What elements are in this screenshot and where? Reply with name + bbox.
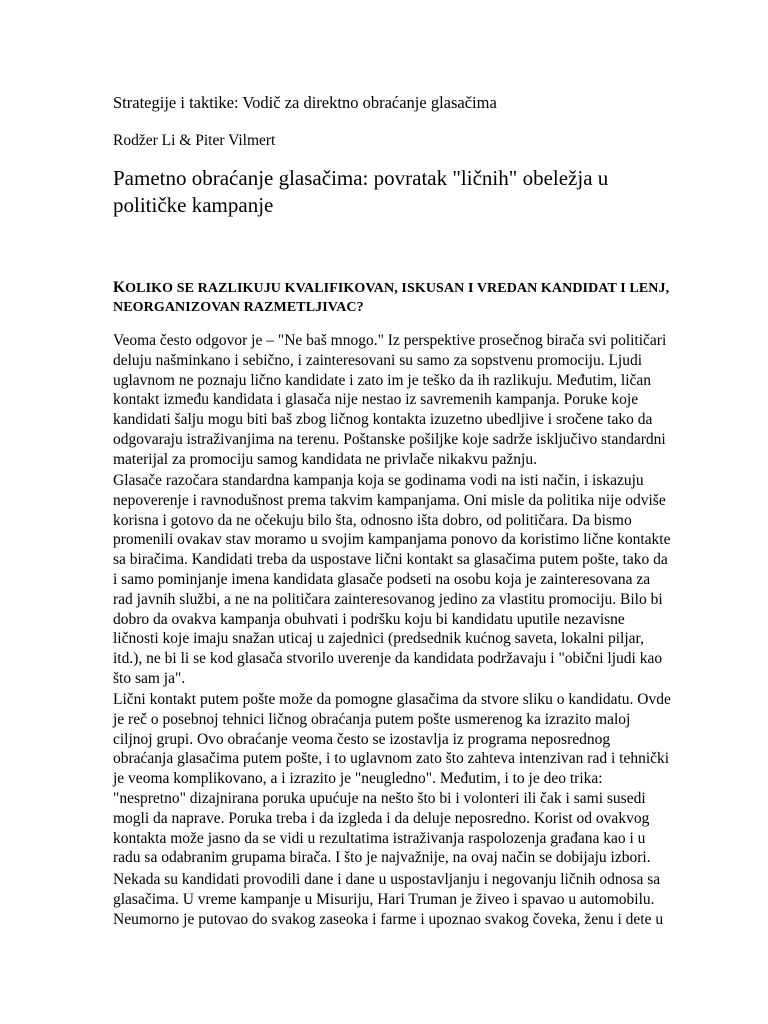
authors: Rodžer Li & Piter Vilmert (113, 132, 276, 149)
paragraph-line: odgovaraju istraživanjima na terenu. Poštanske pošiljke koje sadrže isključivo standardni (113, 430, 666, 448)
paragraph-line: deluju našminkano i sebično, i zainteresovani su samo za sopstvenu promociju. Ljudi (113, 351, 643, 369)
paragraph-line: rad javnih službi, a ne na političara zainteresovanog jedino za vlastitu promociju. Bilo bi (113, 590, 663, 608)
paragraph-line: Nekada su kandidati provodili dane i dane u uspostavljanju i negovanju ličnih odnosa sa (113, 871, 661, 888)
paragraph-line: Glasače razočara standardna kampanja koja se godinama vodi na isti način, i iskazuju (113, 472, 644, 489)
paragraph-line: dobro da ovakva kampanja obuhvati i podršku koju bi kandidatu uputile nezavisne (113, 610, 625, 628)
paragraph-line: i samo pominjanje imena kandidata glasače podseti na osobu koja je zainteresovana za (113, 570, 651, 588)
paragraph-line: obraćanja glasačima putem pošte, i to uglavnom zato što zahteva intenzivan rad i tehnički (113, 750, 670, 768)
paragraph-line: nepoverenje i ravnodušnost prema takvim kampanjama. Oni misle da politika nije odviše (113, 491, 666, 509)
paragraph-line: Neumorno je putovao do svakog zaseoka i farme i upoznao svakog čoveka, ženu i dete u (113, 910, 664, 928)
paragraph-line: uglavnom ne poznaju lično kandidate i zato im je teško da ih razlikuju. Međutim, ličan (113, 371, 652, 389)
paragraph-line: ličnosti koje imaju snažan uticaj u zajednici (predsednik kućnog saveta, lokalni piljar, (113, 630, 644, 648)
paragraph-line: mogli da naprave. Poruka treba i da izgleda i da deluje neposredno. Korist od ovakvog (113, 809, 650, 827)
document-title: Strategije i taktike: Vodič za direktno obraćanje glasačima (113, 93, 497, 112)
paragraph-line: kandidati šalju mogu biti baš zbog ličnog kontakta izuzetno ubedljive i sročene tako da (113, 411, 653, 429)
article-title: Pametno obraćanje glasačima: povratak "ličnih" obeležja u političke kampanje (113, 166, 609, 217)
section-heading (113, 278, 673, 317)
paragraph-line: "nespretno" dizajnirana poruka upućuje na nešto što bi i volonteri ili čak i sami susedi (113, 789, 646, 807)
paragraph-line: Veoma često odgovor je – "Ne baš mnogo." Iz perspektive prosečnog birača svi političari (113, 332, 667, 349)
paragraph-line: je veoma komplikovano, a i izrazito je "neugledno". Međutim, i to je deo trika: (113, 770, 603, 788)
paragraph-line: korisna i gotovo da ne očekuju bilo šta, odnosno išta dobro, od političara. Da bismo (113, 511, 632, 529)
paragraph-line: itd.), ne bi li se kod glasača stvorilo uverenje da kandidata podržavaju i "obični ljudi kao (113, 650, 663, 668)
paragraph-1 (113, 331, 693, 470)
paragraph-2 (113, 471, 693, 689)
section-heading-line-1: KOLIKO SE RAZLIKUJU KVALIFIKOVAN, ISKUSAN I VREDAN KANDIDAT I LENJ, (113, 279, 670, 296)
paragraph-line: što sam ja". (113, 669, 186, 687)
paragraph-line: promenili ovakav stav moramo u svojim kampanjama ponovo da koristimo lične kontakte (113, 531, 671, 549)
paragraph-line: je reč o posebnoj tehnici ličnog obraćanja putem pošte usmerenog ka izrazito maloj (113, 710, 631, 728)
paragraph-line: kontakt između kandidata i glasača nije nestao iz savremenih kampanja. Poruke koje (113, 391, 639, 409)
paragraph-line: sa biračima. Kandidati treba da uspostave lični kontakt sa glasačima putem pošte, tako da (113, 551, 668, 569)
section-heading-line-2: NEORGANIZOVAN RAZMETLJIVAC? (113, 300, 364, 315)
paragraph-line: ciljnoj grupi. Ovo obraćanje veoma često se izostavlja iz programa neposrednog (113, 730, 611, 748)
paragraph-line: radu sa odabranim grupama birača. I što je najvažnije, na ovaj način se dobijaju izbori. (113, 849, 651, 867)
paragraph-line: materijal za promociju samog kandidata ne privlače nikakvu pažnju. (113, 450, 537, 468)
paragraph-line: kontakta može jasno da se vidi u rezultatima istraživanja raspolozenja građana kao i u (113, 829, 646, 847)
paragraph-3 (113, 690, 693, 868)
paragraph-line: Lični kontakt putem pošte može da pomogne glasačima da stvore sliku o kandidatu. Ovde (113, 691, 671, 708)
paragraph-4 (113, 870, 693, 929)
paragraph-line: glasačima. U vreme kampanje u Misuriju, Hari Truman je živeo i spavao u automobilu. (113, 890, 655, 908)
